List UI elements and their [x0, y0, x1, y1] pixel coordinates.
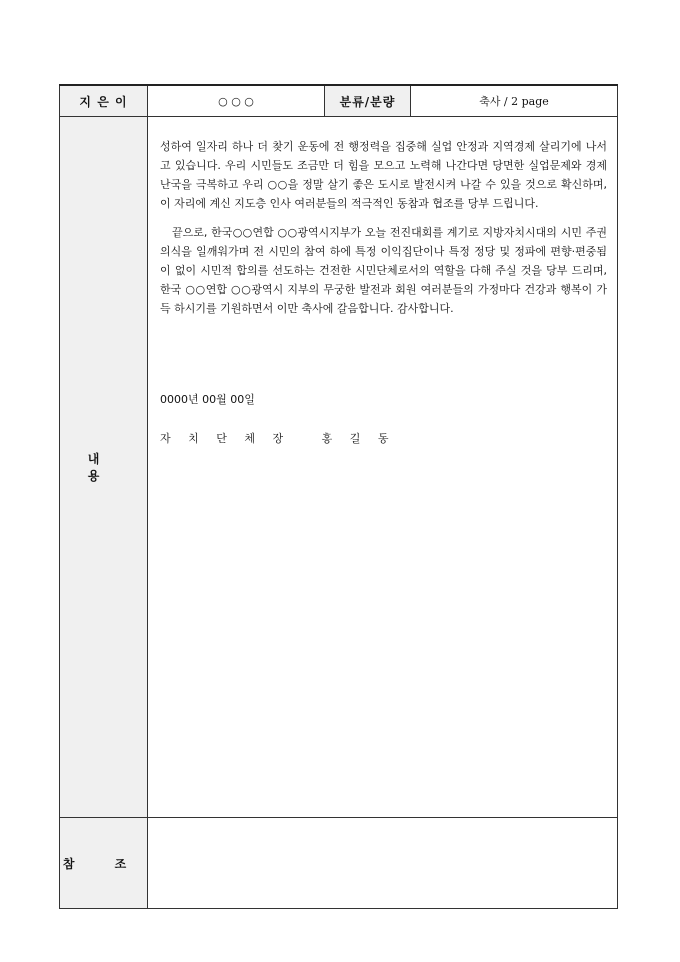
content-row — [60, 117, 618, 818]
category-label: 분류/분량 — [325, 85, 411, 117]
reference-row — [60, 818, 618, 909]
content-paragraph-1: 성하여 일자리 하나 더 찾기 운동에 전 행정력을 집중해 실업 안정과 지역경제 살리기에 나서고 있습니다. 우리 시민들도 조금만 더 힘을 모으고 노력해 나간다면 당면한 실업문제와 경제난국을 극복하고 우리 ○○을 정말 살기 좋은 도시로 발전시켜 나갈 수 있을 것으로 확신하며, 이 자리에 계신 지도층 인사 여러분들의 적극적인 동참과 협조를 당부 드립니다. — [160, 140, 607, 210]
header-row — [60, 85, 618, 117]
signer-name: 자 치 단 체 장 홍 길 동 — [160, 432, 396, 445]
content-body — [148, 117, 618, 818]
author-value: ○ ○ ○ — [148, 85, 325, 117]
category-value: 축사 / 2 page — [411, 85, 618, 117]
reference-label: 참 조 — [60, 818, 148, 909]
reference-value — [148, 818, 618, 909]
author-label: 지 은 이 — [60, 85, 148, 117]
document-form-table — [59, 84, 618, 909]
content-paragraph-2: 끝으로, 한국○○연합 ○○광역시지부가 오늘 전진대회를 계기로 지방자치시대의 시민 주권의식을 일깨워가며 전 시민의 참여 하에 특정 이익집단이나 특정 정당 및 정파에 편향·편중됨이 없이 시민적 합의를 선도하는 건전한 시민단체로서의 역할을 다해 주실 것을 당부 드리며, 한국 ○○연합 ○○광역시 지부의 무궁한 발전과 회원 여러분들의 가정마다 건강과 행복이 가득 하시기를 기원하면서 이만 축사에 갈음합니다. 감사합니다. — [160, 226, 607, 315]
content-label: 내 용 — [60, 117, 148, 818]
document-date: 0000년 00월 00일 — [160, 393, 255, 406]
